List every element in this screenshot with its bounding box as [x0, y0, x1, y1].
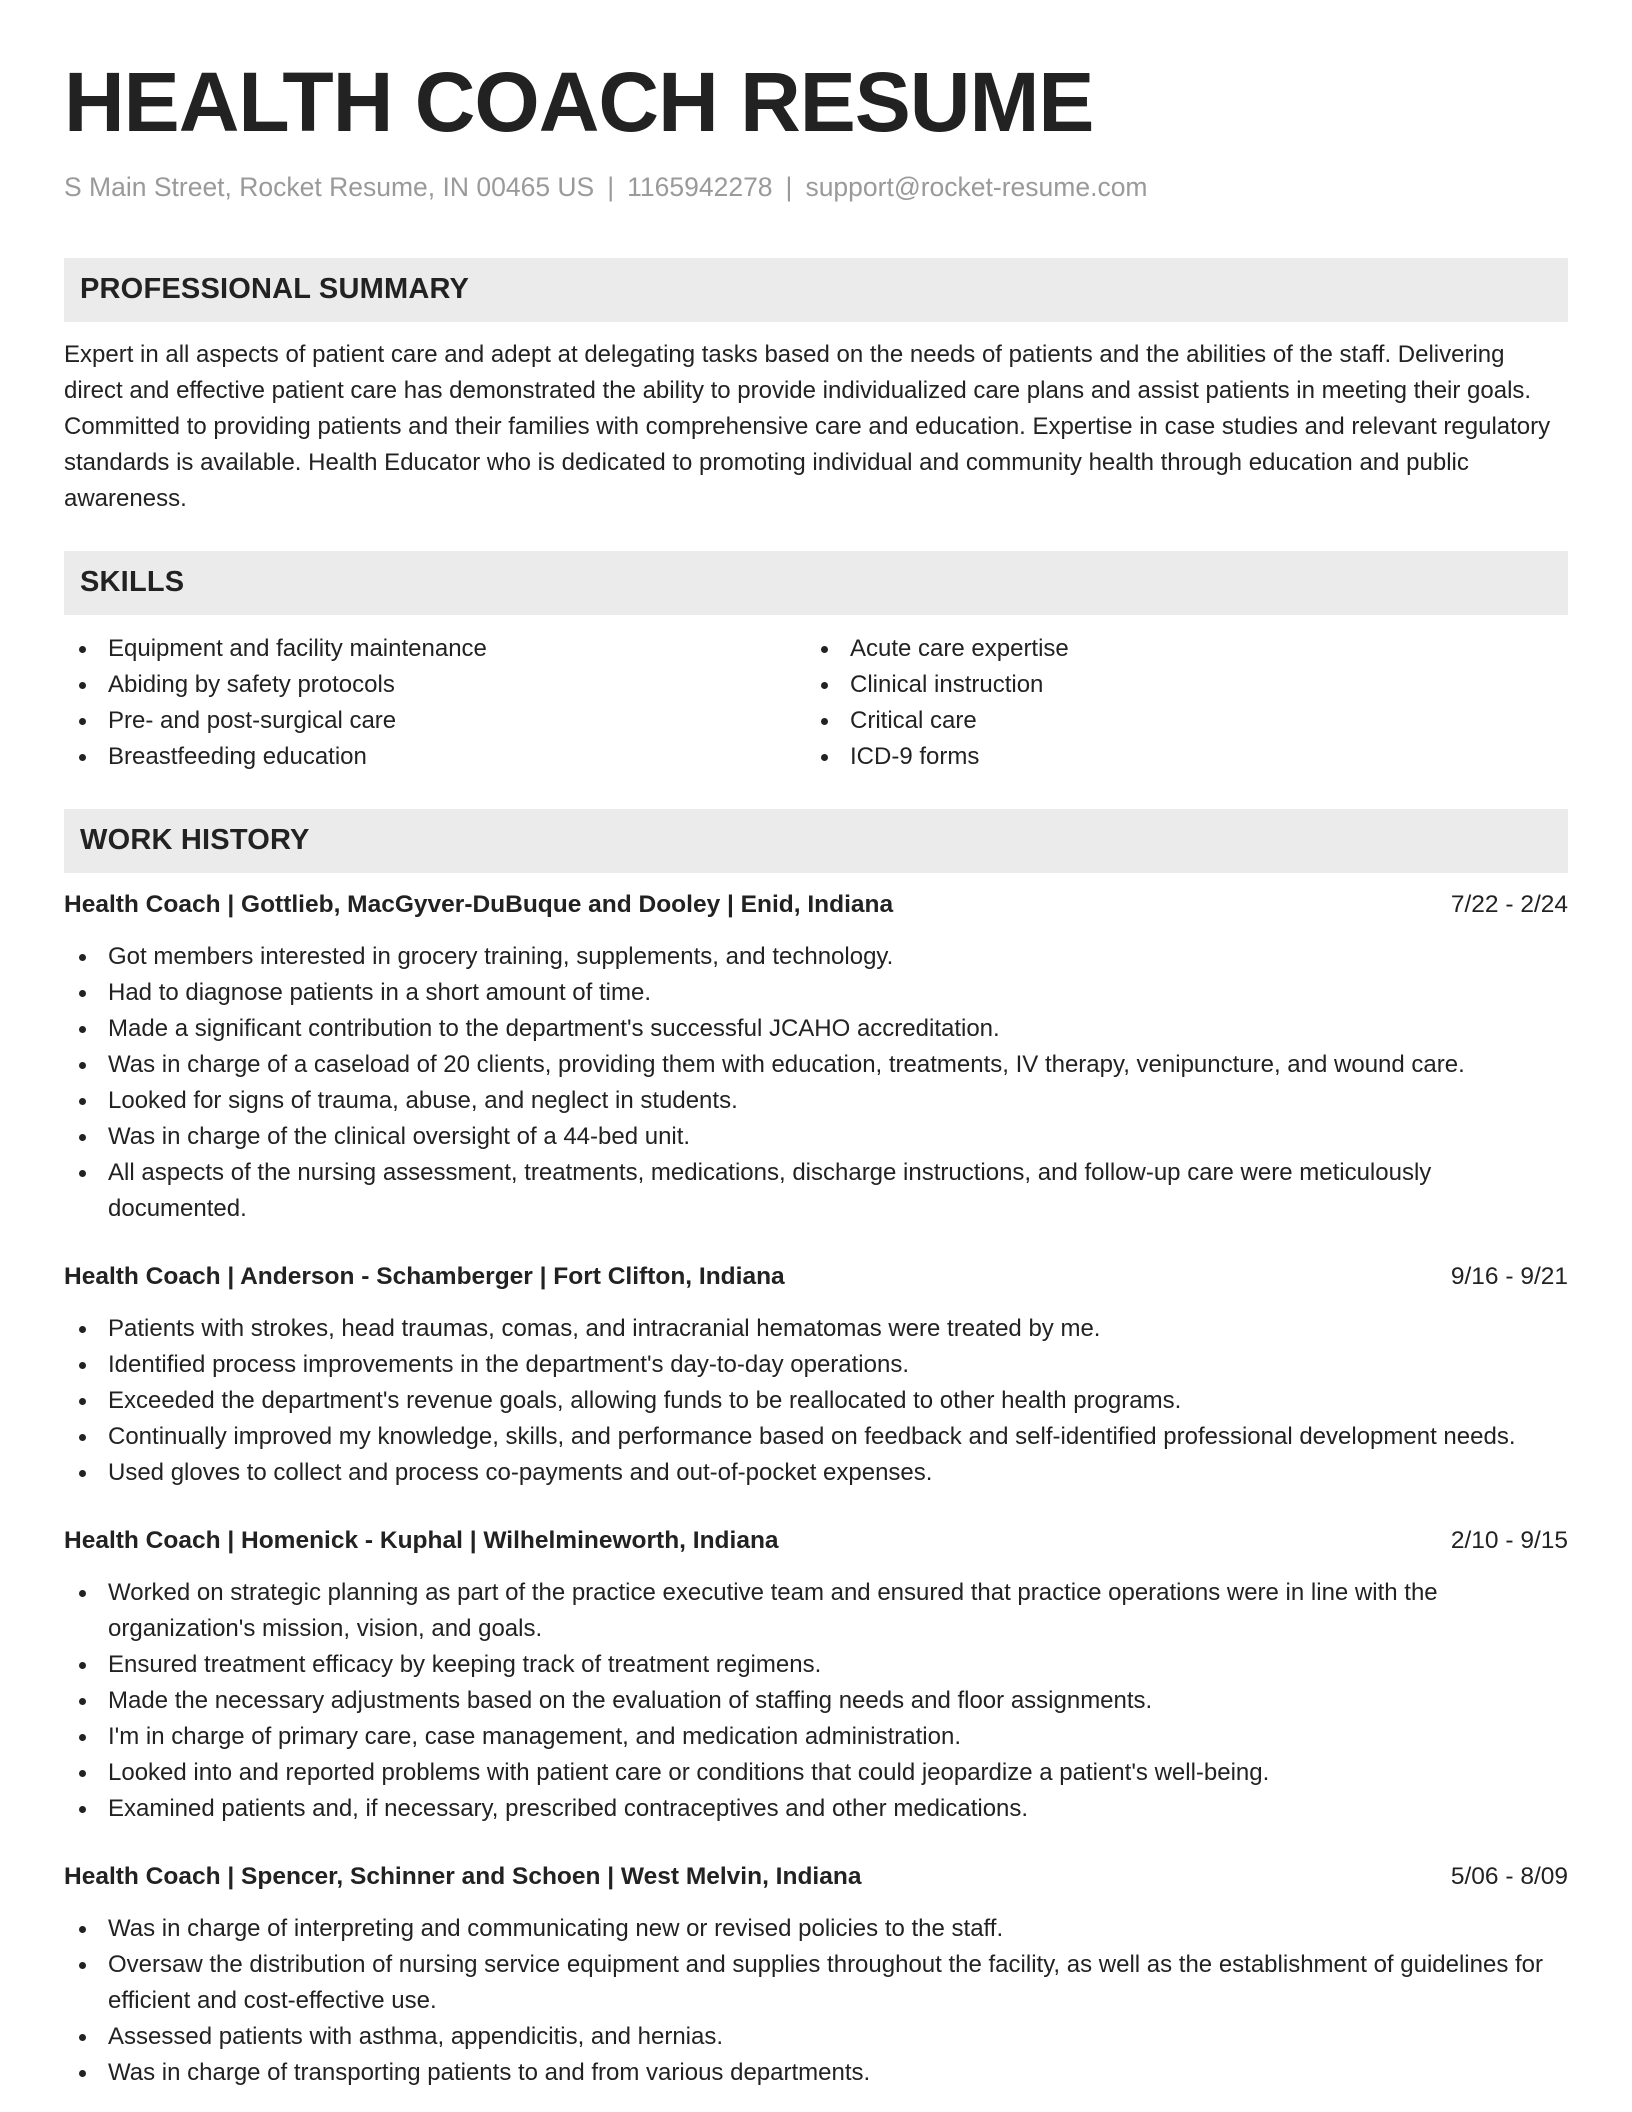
section-heading-skills: SKILLS — [64, 551, 1568, 615]
job-duties — [64, 1575, 1568, 1827]
job-duty-item: Was in charge of the clinical oversight of a 44-bed unit. — [64, 1119, 1568, 1155]
job-duty-item: Assessed patients with asthma, appendicitis, and hernias. — [64, 2019, 1568, 2055]
contact-email: support@rocket-resume.com — [805, 172, 1148, 202]
job-duty-item: Looked for signs of trauma, abuse, and neglect in students. — [64, 1083, 1568, 1119]
job-duties — [64, 1911, 1568, 2091]
job-duty-item: Made the necessary adjustments based on the evaluation of staffing needs and floor assignments. — [64, 1683, 1568, 1719]
skills-list — [64, 631, 1568, 775]
skill-item: Equipment and facility maintenance — [64, 631, 806, 667]
job-duty-item: All aspects of the nursing assessment, treatments, medications, discharge instructions, and follow-up care were meticulously documented. — [64, 1155, 1568, 1227]
skill-item: Breastfeeding education — [64, 739, 806, 775]
job-duty-item: Was in charge of interpreting and communicating new or revised policies to the staff. — [64, 1911, 1568, 1947]
section-heading-summary: PROFESSIONAL SUMMARY — [64, 258, 1568, 322]
skills-column-right — [806, 631, 1548, 775]
job-title: Health Coach | Spencer, Schinner and Schoen | West Melvin, Indiana — [64, 1862, 862, 1890]
job-duty-item: Looked into and reported problems with patient care or conditions that could jeopardize a patient's well-being. — [64, 1755, 1568, 1791]
job-entry — [64, 1859, 1568, 2091]
job-header — [64, 1259, 1568, 1295]
job-duty-item: Examined patients and, if necessary, prescribed contraceptives and other medications. — [64, 1791, 1568, 1827]
skill-item: Abiding by safety protocols — [64, 667, 806, 703]
job-duty-item: Continually improved my knowledge, skills, and performance based on feedback and self-identified professional development needs. — [64, 1419, 1568, 1455]
job-duty-item: Oversaw the distribution of nursing service equipment and supplies throughout the facility, as well as the establishment of guidelines for efficient and cost-effective use. — [64, 1947, 1568, 2019]
skill-item: Acute care expertise — [806, 631, 1548, 667]
skills-column-left — [64, 631, 806, 775]
contact-phone: 1165942278 — [627, 172, 773, 202]
job-duties — [64, 939, 1568, 1227]
job-duty-item: Ensured treatment efficacy by keeping track of treatment regimens. — [64, 1647, 1568, 1683]
summary-text: Expert in all aspects of patient care and adept at delegating tasks based on the needs of patients and the abilities of the staff. Delivering direct and effective patient care has demonstrated the ability to provide individualized care plans and assist patients in meeting their goals. Committed to providing patients and their families with comprehensive care and education. Expertise in case studies and relevant regulatory standards is available. Health Educator who is dedicated to promoting individual and community health through education and public awareness. — [64, 340, 1551, 512]
job-header — [64, 1523, 1568, 1559]
job-dates: 5/06 - 8/09 — [1450, 1862, 1568, 1890]
contact-line — [64, 172, 1568, 204]
job-title: Health Coach | Gottlieb, MacGyver-DuBuque and Dooley | Enid, Indiana — [64, 890, 894, 918]
job-duty-item: I'm in charge of primary care, case management, and medication administration. — [64, 1719, 1568, 1755]
job-dates: 9/16 - 9/21 — [1450, 1262, 1568, 1290]
job-duty-item: Worked on strategic planning as part of the practice executive team and ensured that practice operations were in line with the organization's mission, vision, and goals. — [64, 1575, 1568, 1647]
resume-page — [64, 48, 1568, 2091]
job-header — [64, 1859, 1568, 1895]
job-title: Health Coach | Homenick - Kuphal | Wilhelmineworth, Indiana — [64, 1526, 779, 1554]
job-duty-item: Was in charge of a caseload of 20 clients, providing them with education, treatments, IV therapy, venipuncture, and wound care. — [64, 1047, 1568, 1083]
job-entry — [64, 887, 1568, 1227]
resume-title: HEALTH COACH RESUME — [64, 55, 1094, 149]
job-entry — [64, 1259, 1568, 1491]
section-heading-work-history: WORK HISTORY — [64, 809, 1568, 873]
skill-item: Critical care — [806, 703, 1548, 739]
job-duty-item: Exceeded the department's revenue goals, allowing funds to be reallocated to other health programs. — [64, 1383, 1568, 1419]
skill-item: Clinical instruction — [806, 667, 1548, 703]
contact-separator: | — [785, 172, 793, 202]
job-duties — [64, 1311, 1568, 1491]
job-entry — [64, 1523, 1568, 1827]
job-dates: 7/22 - 2/24 — [1450, 890, 1568, 918]
job-dates: 2/10 - 9/15 — [1450, 1526, 1568, 1554]
job-duty-item: Got members interested in grocery training, supplements, and technology. — [64, 939, 1568, 975]
job-duty-item: Patients with strokes, head traumas, comas, and intracranial hematomas were treated by me. — [64, 1311, 1568, 1347]
contact-address: S Main Street, Rocket Resume, IN 00465 US — [64, 172, 595, 202]
skill-item: Pre- and post-surgical care — [64, 703, 806, 739]
contact-separator: | — [607, 172, 615, 202]
job-title: Health Coach | Anderson - Schamberger | Fort Clifton, Indiana — [64, 1262, 785, 1290]
job-duty-item: Used gloves to collect and process co-payments and out-of-pocket expenses. — [64, 1455, 1568, 1491]
skill-item: ICD-9 forms — [806, 739, 1548, 775]
job-duty-item: Made a significant contribution to the department's successful JCAHO accreditation. — [64, 1011, 1568, 1047]
job-header — [64, 887, 1568, 923]
job-duty-item: Had to diagnose patients in a short amount of time. — [64, 975, 1568, 1011]
job-duty-item: Identified process improvements in the department's day-to-day operations. — [64, 1347, 1568, 1383]
job-duty-item: Was in charge of transporting patients to and from various departments. — [64, 2055, 1568, 2091]
